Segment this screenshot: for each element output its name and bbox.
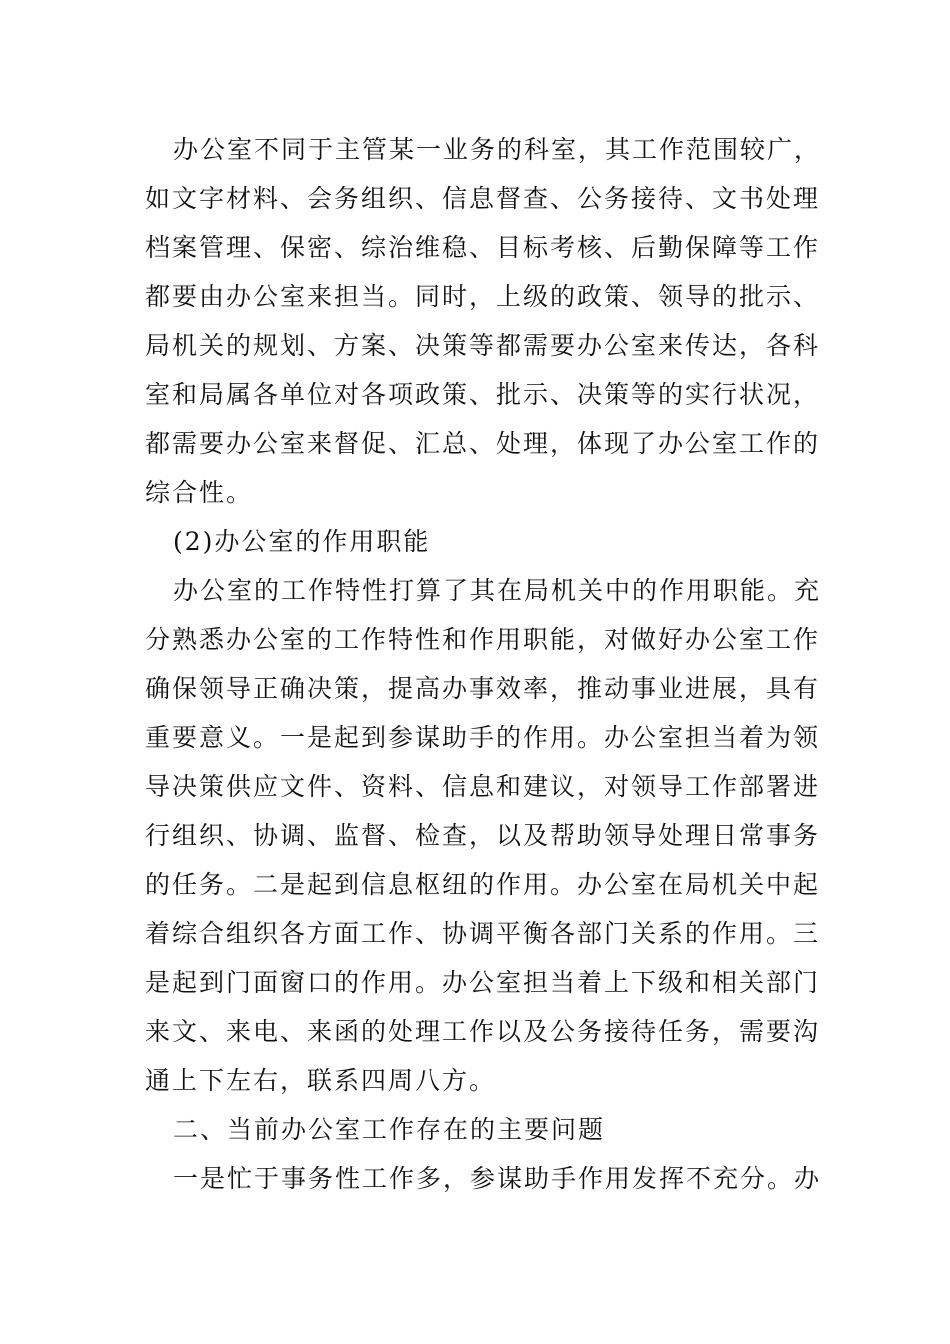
text-line: 都要由办公室来担当。同时，上级的政策、领导的批示、	[145, 282, 821, 311]
text-line: 行组织、协调、监督、检查，以及帮助领导处理日常事务	[145, 821, 821, 850]
text-line: 局机关的规划、方案、决策等都需要办公室来传达，各科	[145, 331, 821, 360]
text-line: (2)办公室的作用职能	[173, 527, 431, 556]
text-line: 导决策供应文件、资料、信息和建议，对领导工作部署进	[145, 772, 821, 801]
text-line: 都需要办公室来督促、汇总、处理，体现了办公室工作的	[145, 429, 821, 458]
text-line: 办公室不同于主管某一业务的科室，其工作范围较广，	[173, 135, 822, 164]
text-line: 来文、来电、来函的处理工作以及公务接待任务，需要沟	[145, 1017, 821, 1046]
text-line: 的任务。二是起到信息枢纽的作用。办公室在局机关中起	[145, 870, 821, 899]
text-line: 分熟悉办公室的工作特性和作用职能，对做好办公室工作	[145, 625, 821, 654]
text-line: 着综合组织各方面工作、协调平衡各部门关系的作用。三	[145, 919, 821, 948]
text-line: 办公室的工作特性打算了其在局机关中的作用职能。充	[173, 576, 822, 605]
text-line: 二、当前办公室工作存在的主要问题	[173, 1115, 606, 1144]
text-line: 一是忙于事务性工作多，参谋助手作用发挥不充分。办	[173, 1164, 822, 1193]
text-line: 如文字材料、会务组织、信息督查、公务接待、文书处理	[145, 184, 821, 213]
text-line: 档案管理、保密、综治维稳、目标考核、后勤保障等工作	[145, 233, 821, 262]
text-line: 确保领导正确决策，提高办事效率，推动事业进展，具有	[145, 674, 821, 703]
text-line: 室和局属各单位对各项政策、批示、决策等的实行状况，	[145, 380, 821, 409]
text-line: 通上下左右，联系四周八方。	[145, 1066, 497, 1095]
text-line: 重要意义。一是起到参谋助手的作用。办公室担当着为领	[145, 723, 821, 752]
text-line: 综合性。	[145, 478, 254, 507]
text-line: 是起到门面窗口的作用。办公室担当着上下级和相关部门	[145, 968, 821, 997]
document-page	[145, 125, 822, 1203]
